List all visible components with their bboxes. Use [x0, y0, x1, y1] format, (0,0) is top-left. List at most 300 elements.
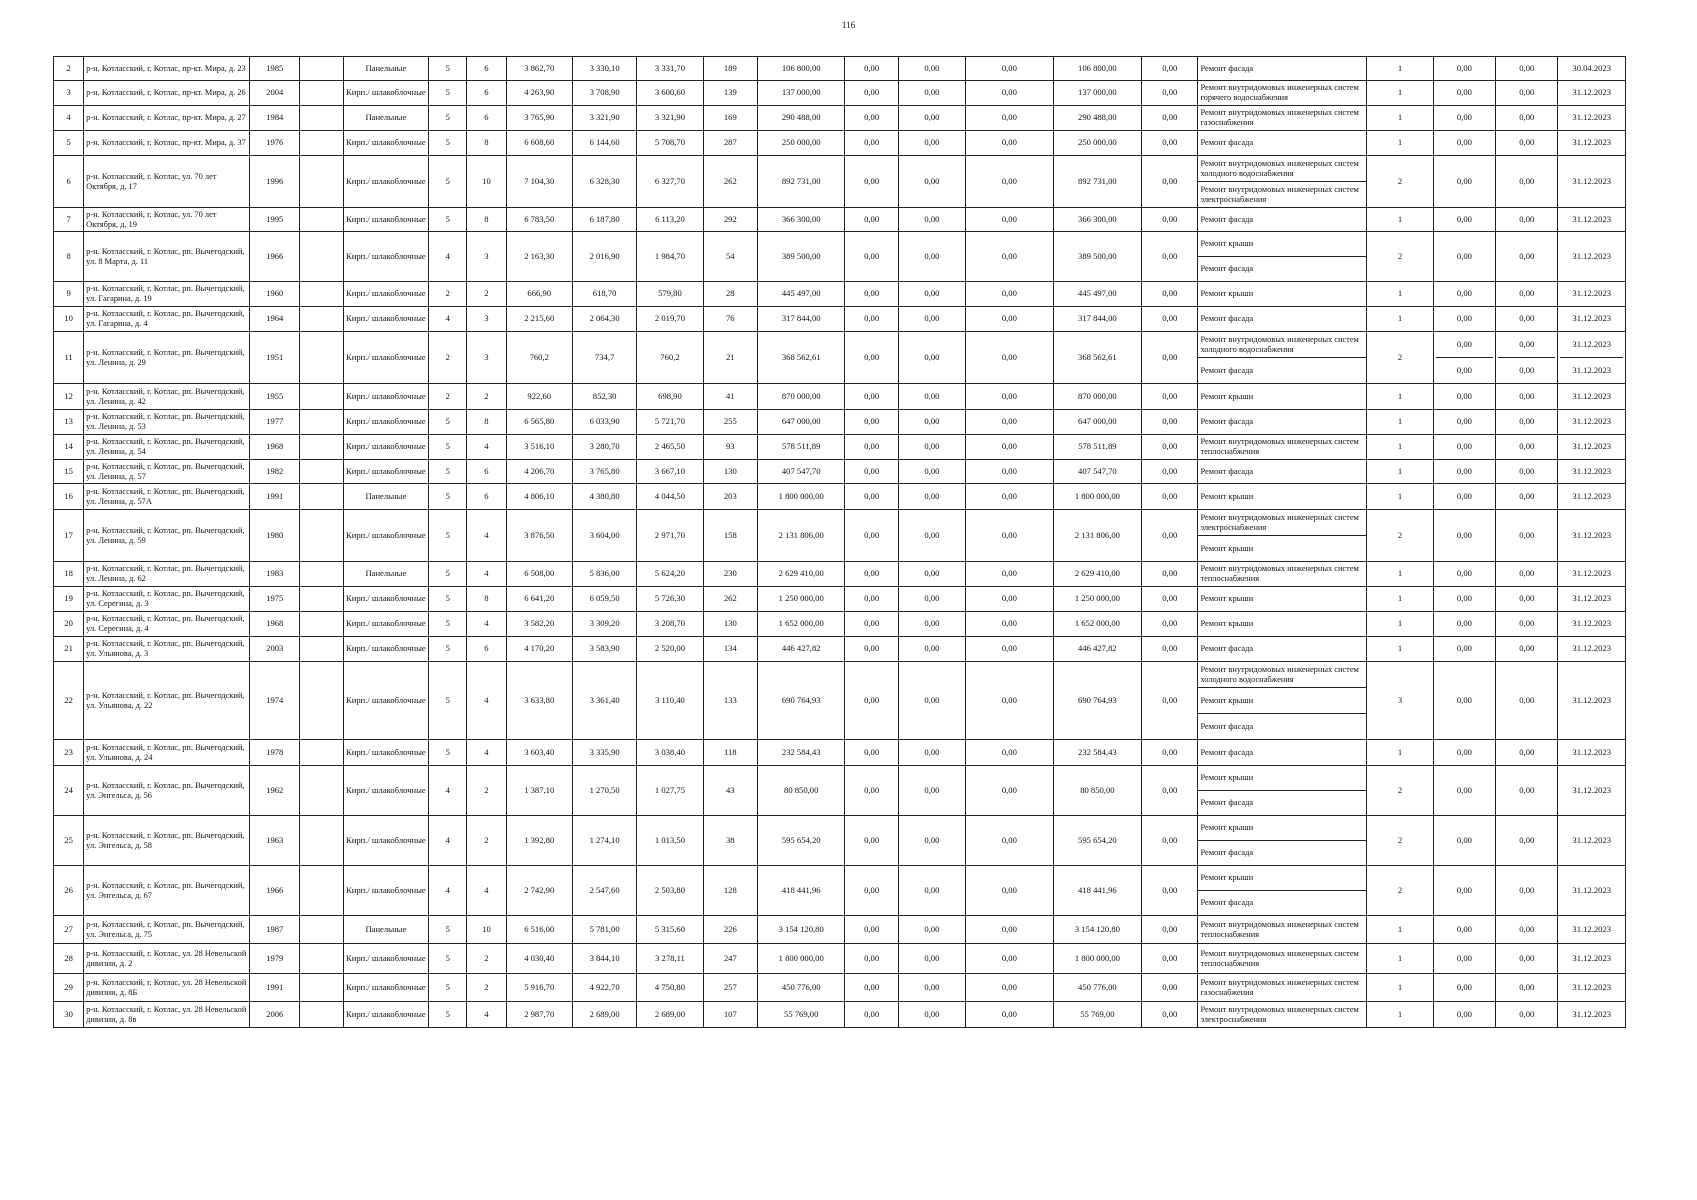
- residents-cell: 262: [703, 587, 757, 612]
- deadline-cell: [1558, 562, 1626, 587]
- zero-cell-b: [1496, 208, 1558, 232]
- deadline-cell: [1558, 974, 1626, 1002]
- fund-cell-3: 0,00: [966, 307, 1054, 332]
- fund-cell-5: 0,00: [1142, 208, 1198, 232]
- total-cost-cell: 290 488,00: [757, 106, 845, 131]
- table-row: [54, 307, 1626, 332]
- residents-cell: 41: [703, 384, 757, 410]
- residential-area-cell: 3 321,90: [637, 106, 703, 131]
- work-type-item: Ремонт фасада: [1198, 256, 1366, 281]
- zero-cell-a: [1433, 460, 1495, 484]
- work-type-item: Ремонт фасада: [1198, 713, 1366, 739]
- total-area-cell: 2 215,60: [506, 307, 572, 332]
- deadline-cell: [1558, 637, 1626, 662]
- row-number: 6: [54, 156, 84, 208]
- zero-cell-a: [1433, 974, 1495, 1002]
- zero-cell-b: [1496, 816, 1558, 866]
- table-row: [54, 484, 1626, 510]
- local-fund-cell: 250 000,00: [1053, 131, 1142, 156]
- living-area-cell: 3 330,10: [572, 57, 636, 81]
- entrances-cell: 2: [467, 944, 506, 974]
- floors-cell: 5: [429, 208, 467, 232]
- fund-cell-1: 0,00: [845, 740, 898, 766]
- work-count-cell: 1: [1367, 282, 1433, 307]
- deadline-cell-value: 30.04.2023: [1572, 62, 1612, 73]
- deadline-cell: [1558, 740, 1626, 766]
- work-type-item: Ремонт фасада: [1200, 214, 1254, 224]
- floors-cell: 5: [429, 974, 467, 1002]
- local-fund-cell: 1 800 000,00: [1053, 484, 1142, 510]
- row-number: 23: [54, 740, 84, 766]
- year-cell: 1985: [250, 57, 300, 81]
- fund-cell-3: 0,00: [966, 57, 1054, 81]
- residential-area-cell: 2 520,00: [637, 637, 703, 662]
- total-area-cell: 5 916,70: [506, 974, 572, 1002]
- fund-cell-2: 0,00: [898, 435, 965, 460]
- empty-cell: [300, 510, 343, 562]
- zero-cell-a-value: 0,00: [1456, 112, 1472, 123]
- living-area-cell: 4 922,70: [572, 974, 636, 1002]
- entrances-cell: 4: [467, 612, 506, 637]
- address-cell: р-н. Котласский, г. Котлас, рп. Вычегодский, ул. Ульянова, д. 24: [84, 740, 250, 766]
- deadline-cell: [1558, 208, 1626, 232]
- zero-cell-b-value: 0,00: [1519, 390, 1535, 401]
- deadline-cell: [1558, 57, 1626, 81]
- wall-material-cell: Кирп./ шлакоблочные: [343, 587, 428, 612]
- address-cell: р-н. Котласский, г. Котлас, рп. Вычегодский, ул. Энгельса, д. 58: [84, 816, 250, 866]
- wall-material-cell: Кирп./ шлакоблочные: [343, 816, 428, 866]
- local-fund-cell: 578 511,89: [1053, 435, 1142, 460]
- entrances-cell: 3: [467, 307, 506, 332]
- total-cost-cell: 595 654,20: [757, 816, 845, 866]
- residents-cell: 128: [703, 866, 757, 916]
- entrances-cell: 4: [467, 435, 506, 460]
- zero-cell-b: [1496, 435, 1558, 460]
- total-area-cell: 3 765,90: [506, 106, 572, 131]
- zero-cell-b: [1496, 307, 1558, 332]
- residents-cell: 257: [703, 974, 757, 1002]
- table-row: [54, 81, 1626, 106]
- living-area-cell: 3 361,40: [572, 662, 636, 740]
- fund-cell-2: 0,00: [898, 208, 965, 232]
- empty-cell: [300, 916, 343, 944]
- year-cell: 1966: [250, 866, 300, 916]
- fund-cell-1: 0,00: [845, 57, 898, 81]
- work-count-cell: 1: [1367, 384, 1433, 410]
- fund-cell-1: 0,00: [845, 307, 898, 332]
- deadline-cell-value: 31.12.2023: [1572, 416, 1612, 427]
- fund-cell-1: 0,00: [845, 81, 898, 106]
- zero-cell-b: [1496, 766, 1558, 816]
- entrances-cell: 6: [467, 106, 506, 131]
- work-type-item: Ремонт фасада: [1198, 357, 1366, 383]
- total-cost-cell: 389 500,00: [757, 232, 845, 282]
- living-area-cell: 618,70: [572, 282, 636, 307]
- deadline-cell-value: 31.12.2023: [1572, 390, 1612, 401]
- residential-area-cell: 2 503,80: [637, 866, 703, 916]
- zero-cell-b-value: 0,00: [1519, 884, 1535, 895]
- zero-cell-a: [1433, 637, 1495, 662]
- local-fund-cell: 2 131 806,00: [1053, 510, 1142, 562]
- zero-cell-a-value: 0,00: [1456, 746, 1472, 757]
- zero-cell-b: [1496, 1002, 1558, 1028]
- zero-cell-a: [1433, 232, 1495, 282]
- work-type-cell: [1198, 766, 1367, 816]
- fund-cell-1: 0,00: [845, 384, 898, 410]
- entrances-cell: 4: [467, 662, 506, 740]
- fund-cell-2: 0,00: [898, 916, 965, 944]
- zero-cell-b: [1496, 562, 1558, 587]
- fund-cell-2: 0,00: [898, 410, 965, 435]
- deadline-cell-value: 31.12.2023: [1572, 981, 1612, 992]
- row-number: 16: [54, 484, 84, 510]
- floors-cell: 5: [429, 106, 467, 131]
- work-type-cell: [1198, 307, 1367, 332]
- deadline-cell: [1558, 587, 1626, 612]
- total-area-cell: 1 392,80: [506, 816, 572, 866]
- zero-cell-b-value: 0,00: [1519, 416, 1535, 427]
- living-area-cell: 6 187,80: [572, 208, 636, 232]
- deadline-cell: [1558, 384, 1626, 410]
- work-type-item: Ремонт внутридомовых инженерных систем теплоснабжения: [1200, 919, 1359, 939]
- zero-cell-b: [1496, 131, 1558, 156]
- work-count-cell: 1: [1367, 460, 1433, 484]
- wall-material-cell: Кирп./ шлакоблочные: [343, 612, 428, 637]
- table-row: [54, 232, 1626, 282]
- fund-cell-5: 0,00: [1142, 1002, 1198, 1028]
- zero-cell-b: [1496, 866, 1558, 916]
- row-number: 3: [54, 81, 84, 106]
- empty-cell: [300, 562, 343, 587]
- total-area-cell: 3 633,80: [506, 662, 572, 740]
- work-type-cell: [1198, 944, 1367, 974]
- entrances-cell: 2: [467, 766, 506, 816]
- zero-cell-a: [1433, 156, 1495, 208]
- year-cell: 2006: [250, 1002, 300, 1028]
- entrances-cell: 6: [467, 81, 506, 106]
- work-count-cell: 3: [1367, 662, 1433, 740]
- floors-cell: 2: [429, 384, 467, 410]
- empty-cell: [300, 637, 343, 662]
- fund-cell-5: 0,00: [1142, 816, 1198, 866]
- year-cell: 1960: [250, 282, 300, 307]
- fund-cell-5: 0,00: [1142, 156, 1198, 208]
- work-type-cell: [1198, 460, 1367, 484]
- work-type-item: Ремонт внутридомовых инженерных систем горячего водоснабжения: [1200, 83, 1359, 102]
- residential-area-cell: 2 465,50: [637, 435, 703, 460]
- fund-cell-5: 0,00: [1142, 974, 1198, 1002]
- residents-cell: 230: [703, 562, 757, 587]
- fund-cell-1: 0,00: [845, 435, 898, 460]
- work-count-cell: 1: [1367, 740, 1433, 766]
- address-cell: р-н. Котласский, г. Котлас, рп. Вычегодский, ул. Ленина, д. 59: [84, 510, 250, 562]
- entrances-cell: 3: [467, 232, 506, 282]
- floors-cell: 5: [429, 81, 467, 106]
- zero-cell-b-value: 0,00: [1519, 313, 1535, 324]
- total-area-cell: 3 876,50: [506, 510, 572, 562]
- zero-cell-a: [1433, 510, 1495, 562]
- table-row: [54, 510, 1626, 562]
- total-area-cell: 2 163,30: [506, 232, 572, 282]
- residents-cell: 287: [703, 131, 757, 156]
- local-fund-cell: 137 000,00: [1053, 81, 1142, 106]
- local-fund-cell: 870 000,00: [1053, 384, 1142, 410]
- residents-cell: 292: [703, 208, 757, 232]
- fund-cell-5: 0,00: [1142, 384, 1198, 410]
- year-cell: 1966: [250, 232, 300, 282]
- residential-area-cell: 579,80: [637, 282, 703, 307]
- zero-cell-a-value: 0,00: [1456, 250, 1472, 261]
- row-number: 11: [54, 332, 84, 384]
- work-type-item: Ремонт внутридомовых инженерных систем холодного водоснабжения: [1200, 334, 1359, 354]
- work-type-item: Ремонт внутридомовых инженерных систем холодного водоснабжения: [1200, 664, 1359, 684]
- empty-cell: [300, 612, 343, 637]
- residents-cell: 54: [703, 232, 757, 282]
- work-type-cell: [1198, 208, 1367, 232]
- deadline-cell-value: 31.12.2023: [1572, 568, 1612, 579]
- fund-cell-3: 0,00: [966, 208, 1054, 232]
- year-cell: 1996: [250, 156, 300, 208]
- work-count-cell: 1: [1367, 307, 1433, 332]
- work-type-item: Ремонт внутридомовых инженерных систем холодного водоснабжения: [1200, 158, 1359, 178]
- wall-material-cell: Панельные: [343, 562, 428, 587]
- fund-cell-1: 0,00: [845, 156, 898, 208]
- fund-cell-5: 0,00: [1142, 740, 1198, 766]
- year-cell: 1995: [250, 208, 300, 232]
- floors-cell: 5: [429, 460, 467, 484]
- local-fund-cell: 317 844,00: [1053, 307, 1142, 332]
- zero-cell-a-value: 0,00: [1456, 87, 1472, 98]
- year-cell: 1968: [250, 612, 300, 637]
- entrances-cell: 6: [467, 637, 506, 662]
- total-cost-cell: 1 800 000,00: [757, 944, 845, 974]
- deadline-cell-value: 31.12.2023: [1572, 923, 1612, 934]
- deadline-cell-value: 31.12.2023: [1572, 643, 1612, 654]
- living-area-cell: 3 321,90: [572, 106, 636, 131]
- year-cell: 1987: [250, 916, 300, 944]
- wall-material-cell: Панельные: [343, 57, 428, 81]
- address-cell: р-н. Котласский, г. Котлас, ул. 28 Невельской дивизии, д. 8Б: [84, 974, 250, 1002]
- local-fund-cell: 55 769,00: [1053, 1002, 1142, 1028]
- work-count-cell: 2: [1367, 766, 1433, 816]
- work-type-item: Ремонт фасада: [1200, 747, 1254, 757]
- work-count-cell: 1: [1367, 916, 1433, 944]
- zero-cell-b: [1496, 587, 1558, 612]
- fund-cell-1: 0,00: [845, 766, 898, 816]
- zero-cell-b-value: 0,00: [1519, 784, 1535, 795]
- fund-cell-3: 0,00: [966, 816, 1054, 866]
- year-cell: 1991: [250, 484, 300, 510]
- total-area-cell: 6 783,50: [506, 208, 572, 232]
- address-cell: р-н. Котласский, г. Котлас, пр-кт. Мира, д. 27: [84, 106, 250, 131]
- residential-area-cell: 5 726,30: [637, 587, 703, 612]
- total-cost-cell: 445 497,00: [757, 282, 845, 307]
- wall-material-cell: Кирп./ шлакоблочные: [343, 131, 428, 156]
- year-cell: 1964: [250, 307, 300, 332]
- address-cell: р-н. Котласский, г. Котлас, рп. Вычегодский, ул. Ленина, д. 54: [84, 435, 250, 460]
- table-row: [54, 131, 1626, 156]
- residential-area-cell: 1 984,70: [637, 232, 703, 282]
- deadline-cell: [1558, 307, 1626, 332]
- residents-cell: 76: [703, 307, 757, 332]
- zero-cell-b-value: 0,00: [1519, 441, 1535, 452]
- zero-cell-b-value: 0,00: [1519, 250, 1535, 261]
- local-fund-cell: 407 547,70: [1053, 460, 1142, 484]
- fund-cell-3: 0,00: [966, 510, 1054, 562]
- empty-cell: [300, 974, 343, 1002]
- year-cell: 2004: [250, 81, 300, 106]
- deadline-cell: [1558, 816, 1626, 866]
- zero-cell-a: [1433, 282, 1495, 307]
- work-type-cell: [1198, 435, 1367, 460]
- fund-cell-1: 0,00: [845, 510, 898, 562]
- zero-cell-b-value: 0,00: [1519, 62, 1535, 73]
- total-cost-cell: 137 000,00: [757, 81, 845, 106]
- fund-cell-5: 0,00: [1142, 435, 1198, 460]
- work-type-item: Ремонт крыши: [1200, 239, 1254, 249]
- table-row: [54, 57, 1626, 81]
- living-area-cell: 3 583,90: [572, 637, 636, 662]
- work-type-item: Ремонт фасада: [1200, 417, 1254, 427]
- fund-cell-5: 0,00: [1142, 57, 1198, 81]
- fund-cell-5: 0,00: [1142, 106, 1198, 131]
- year-cell: 1980: [250, 510, 300, 562]
- fund-cell-2: 0,00: [898, 81, 965, 106]
- entrances-cell: 6: [467, 57, 506, 81]
- deadline-cell: [1558, 662, 1626, 740]
- deadline-cell-value: 31.12.2023: [1572, 213, 1612, 224]
- floors-cell: 5: [429, 740, 467, 766]
- deadline-cell: [1558, 916, 1626, 944]
- year-cell: 1979: [250, 944, 300, 974]
- total-area-cell: 4 206,70: [506, 460, 572, 484]
- fund-cell-2: 0,00: [898, 282, 965, 307]
- local-fund-cell: 1 250 000,00: [1053, 587, 1142, 612]
- row-number: 12: [54, 384, 84, 410]
- fund-cell-1: 0,00: [845, 916, 898, 944]
- floors-cell: 5: [429, 131, 467, 156]
- residential-area-cell: 3 110,40: [637, 662, 703, 740]
- deadline-cell: [1558, 1002, 1626, 1028]
- work-count-cell: 1: [1367, 587, 1433, 612]
- entrances-cell: 6: [467, 484, 506, 510]
- work-type-item: Ремонт крыши: [1200, 391, 1254, 401]
- address-cell: р-н. Котласский, г. Котлас, рп. Вычегодский, ул. Ленина, д. 62: [84, 562, 250, 587]
- floors-cell: 5: [429, 916, 467, 944]
- deadline-cell-value: 31.12.2023: [1572, 1008, 1612, 1019]
- fund-cell-1: 0,00: [845, 332, 898, 384]
- deadline-cell: [1558, 460, 1626, 484]
- deadline-cell-value: 31.12.2023: [1572, 175, 1612, 186]
- deadline-cell: [1558, 435, 1626, 460]
- zero-cell-a-value: 0,00: [1456, 313, 1472, 324]
- address-cell: р-н. Котласский, г. Котлас, пр-кт. Мира, д. 26: [84, 81, 250, 106]
- empty-cell: [300, 410, 343, 435]
- work-type-item: Ремонт крыши: [1200, 491, 1254, 501]
- zero-cell-a-value: 0,00: [1456, 137, 1472, 148]
- address-cell: р-н. Котласский, г. Котлас, рп. Вычегодский, ул. Ульянова, д. 22: [84, 662, 250, 740]
- zero-cell-b-value: 0,00: [1519, 288, 1535, 299]
- living-area-cell: 6 059,50: [572, 587, 636, 612]
- fund-cell-5: 0,00: [1142, 510, 1198, 562]
- zero-cell-b: [1496, 484, 1558, 510]
- local-fund-cell: 418 441,96: [1053, 866, 1142, 916]
- floors-cell: 5: [429, 156, 467, 208]
- work-count-cell: 1: [1367, 484, 1433, 510]
- residents-cell: 28: [703, 282, 757, 307]
- fund-cell-3: 0,00: [966, 384, 1054, 410]
- row-number: 26: [54, 866, 84, 916]
- work-type-item: Ремонт внутридомовых инженерных систем газоснабжения: [1200, 108, 1359, 127]
- living-area-cell: 3 335,90: [572, 740, 636, 766]
- total-cost-cell: 446 427,82: [757, 637, 845, 662]
- local-fund-cell: 368 562,61: [1053, 332, 1142, 384]
- fund-cell-5: 0,00: [1142, 232, 1198, 282]
- fund-cell-1: 0,00: [845, 208, 898, 232]
- row-number: 20: [54, 612, 84, 637]
- zero-cell-a-value: 0,00: [1456, 465, 1472, 476]
- table-row: [54, 435, 1626, 460]
- living-area-cell: 3 765,80: [572, 460, 636, 484]
- zero-cell-b: [1496, 460, 1558, 484]
- zero-cell-b-value: 0,00: [1519, 923, 1535, 934]
- fund-cell-5: 0,00: [1142, 562, 1198, 587]
- living-area-cell: 3 280,70: [572, 435, 636, 460]
- work-type-cell: [1198, 612, 1367, 637]
- total-cost-cell: 870 000,00: [757, 384, 845, 410]
- zero-cell-b: [1496, 944, 1558, 974]
- floors-cell: 5: [429, 1002, 467, 1028]
- entrances-cell: 4: [467, 510, 506, 562]
- zero-cell-a-value: 0,00: [1456, 288, 1472, 299]
- residents-cell: 226: [703, 916, 757, 944]
- work-type-item: Ремонт внутридомовых инженерных систем электроснабжения: [1200, 1004, 1359, 1024]
- zero-cell-b: [1496, 332, 1558, 384]
- fund-cell-1: 0,00: [845, 974, 898, 1002]
- empty-cell: [300, 740, 343, 766]
- work-type-cell: [1198, 332, 1367, 384]
- row-number: 5: [54, 131, 84, 156]
- zero-cell-b: [1496, 410, 1558, 435]
- living-area-cell: 6 144,60: [572, 131, 636, 156]
- entrances-cell: 4: [467, 562, 506, 587]
- work-type-cell: [1198, 384, 1367, 410]
- wall-material-cell: Кирп./ шлакоблочные: [343, 332, 428, 384]
- row-number: 19: [54, 587, 84, 612]
- deadline-cell: [1558, 232, 1626, 282]
- table-row: [54, 208, 1626, 232]
- total-cost-cell: 317 844,00: [757, 307, 845, 332]
- wall-material-cell: Кирп./ шлакоблочные: [343, 662, 428, 740]
- total-cost-cell: 418 441,96: [757, 866, 845, 916]
- floors-cell: 5: [429, 944, 467, 974]
- residential-area-cell: 6 327,70: [637, 156, 703, 208]
- zero-cell-b-value: 0,00: [1519, 568, 1535, 579]
- total-area-cell: 666,90: [506, 282, 572, 307]
- entrances-cell: 8: [467, 410, 506, 435]
- work-count-cell: 1: [1367, 57, 1433, 81]
- fund-cell-2: 0,00: [898, 766, 965, 816]
- zero-cell-a: [1433, 307, 1495, 332]
- fund-cell-2: 0,00: [898, 1002, 965, 1028]
- address-cell: р-н. Котласский, г. Котлас, рп. Вычегодский, ул. Ленина, д. 29: [84, 332, 250, 384]
- zero-cell-b-value: 0,00: [1519, 137, 1535, 148]
- zero-cell-b: [1496, 106, 1558, 131]
- total-area-cell: 760,2: [506, 332, 572, 384]
- deadline-cell-value: 31.12.2023: [1572, 87, 1612, 98]
- total-cost-cell: 1 652 000,00: [757, 612, 845, 637]
- wall-material-cell: Кирп./ шлакоблочные: [343, 974, 428, 1002]
